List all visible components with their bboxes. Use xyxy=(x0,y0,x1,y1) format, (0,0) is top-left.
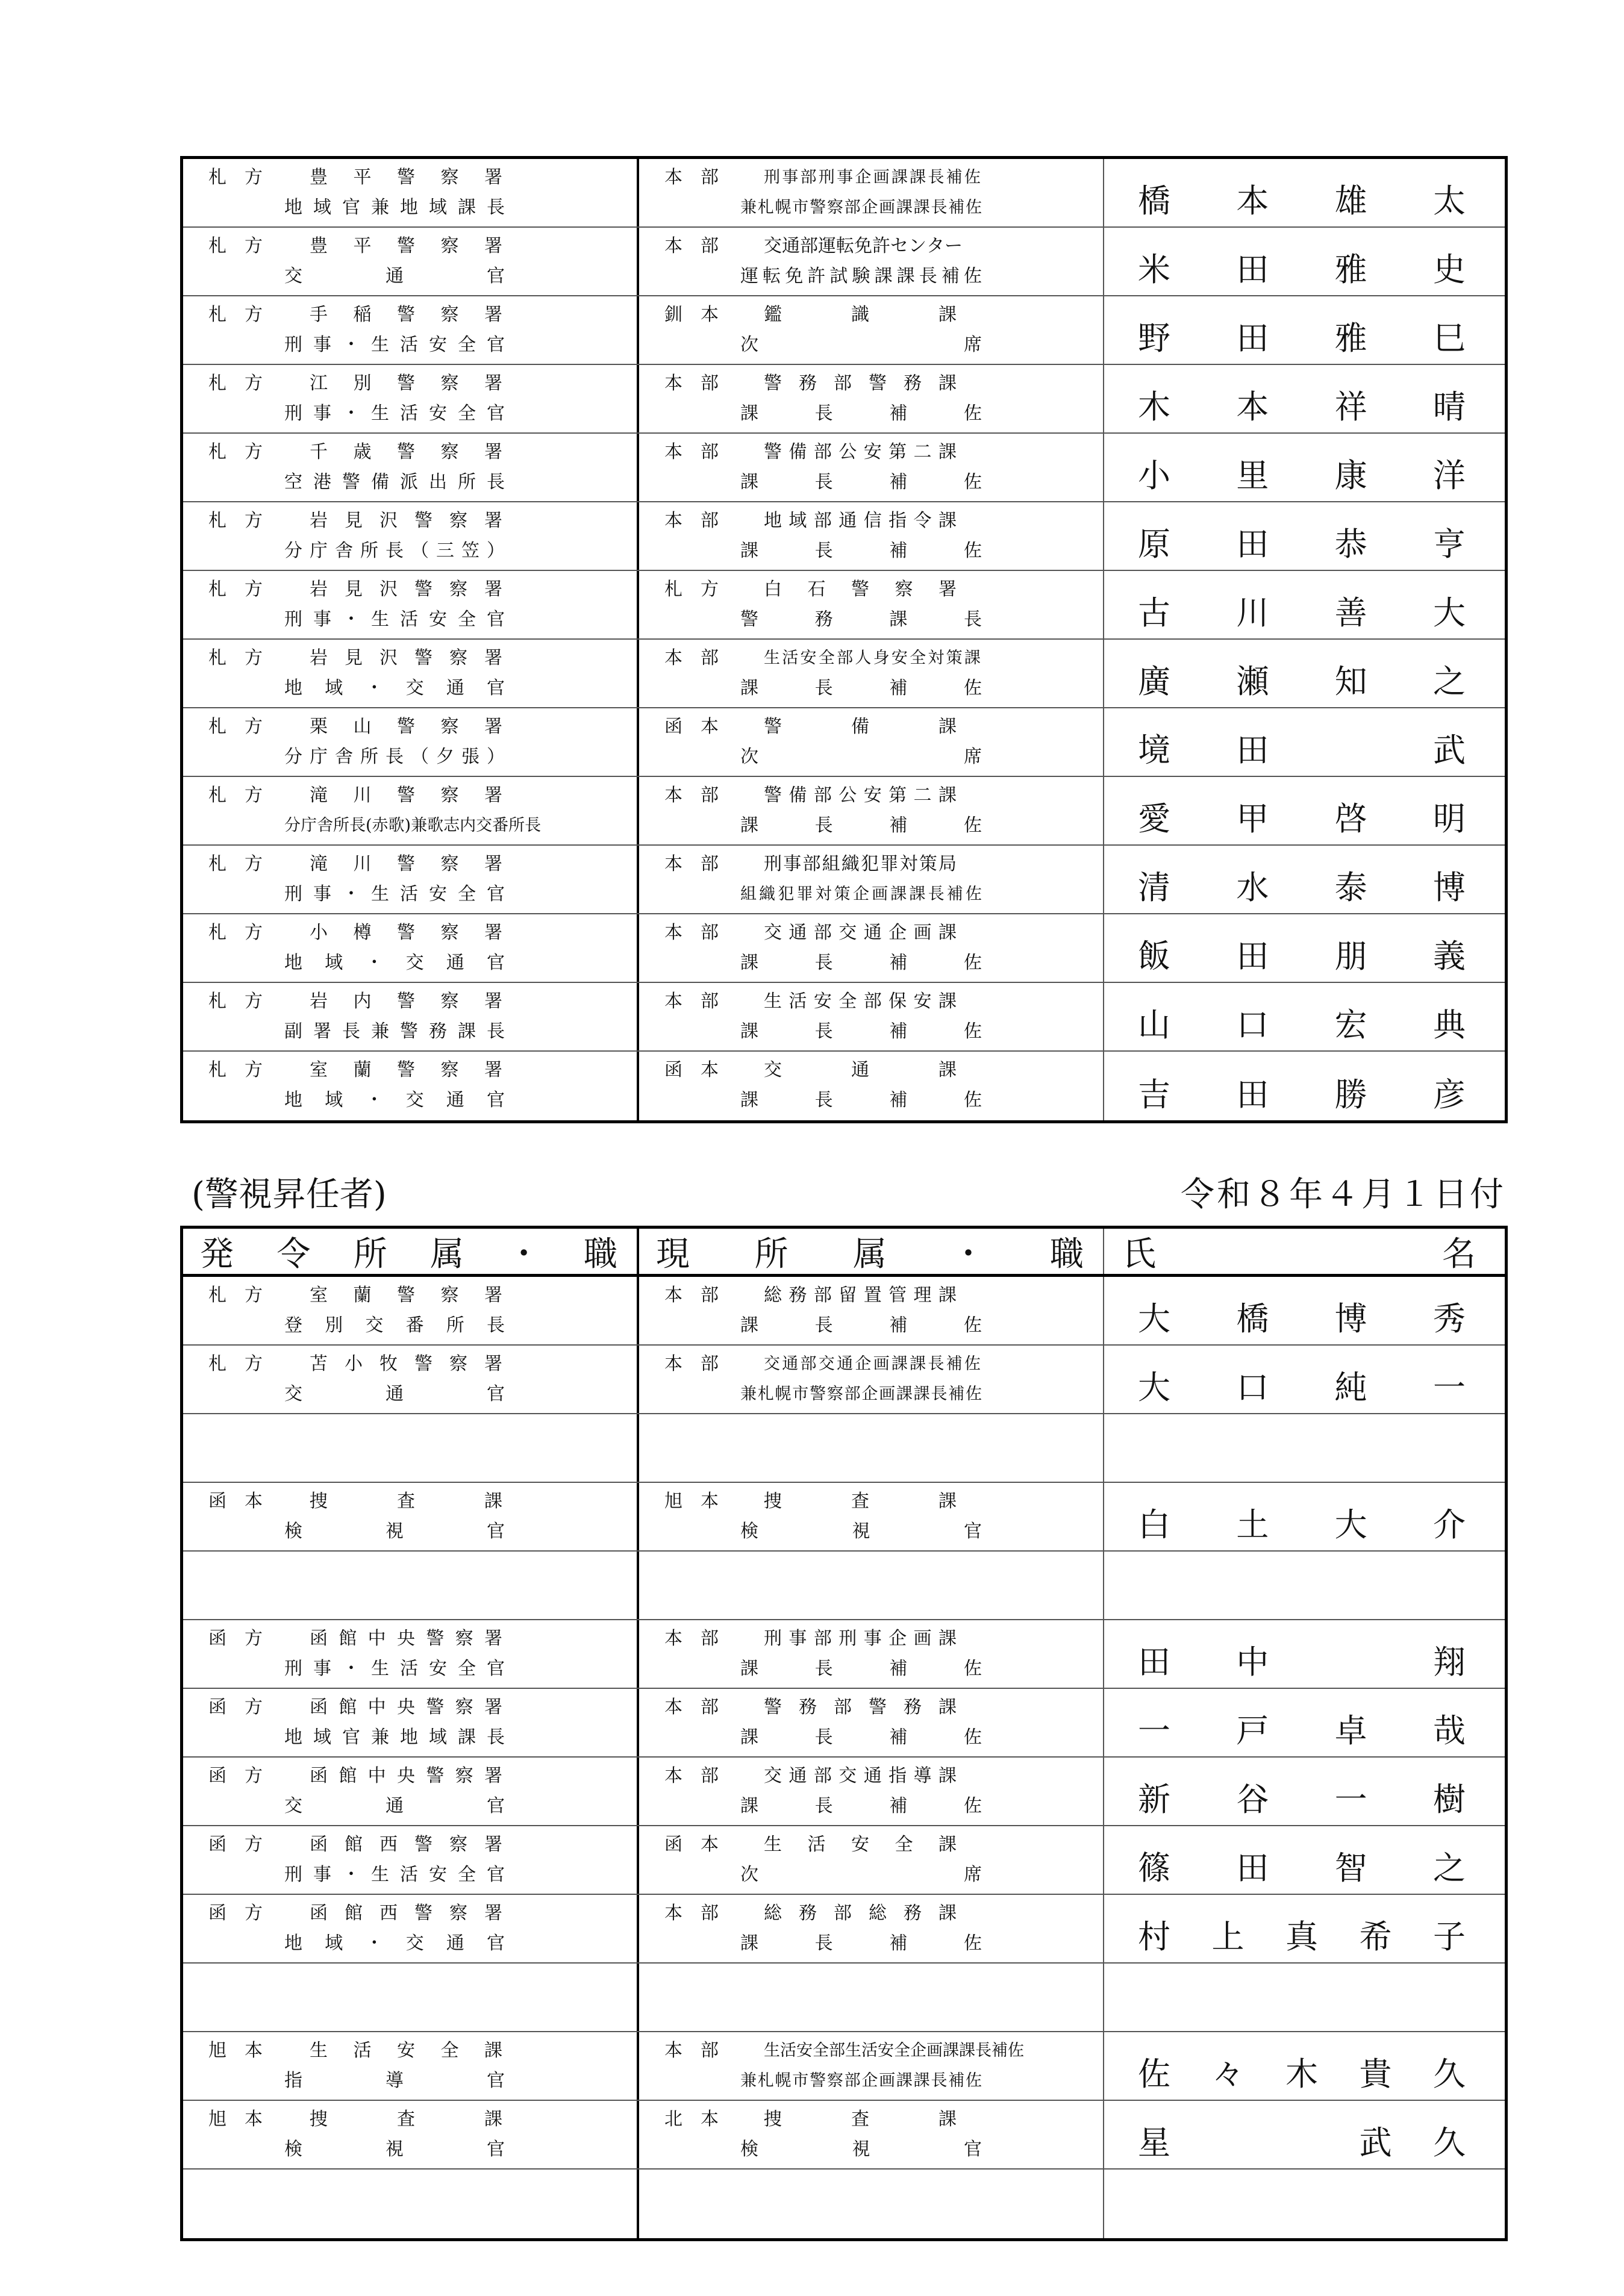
from-position: 地 域 ・ 交 通 官 xyxy=(284,952,505,973)
from-position: 空 港 警 備 派 出 所 長 xyxy=(284,472,505,493)
from-department: 室 蘭 警 察 署 xyxy=(310,1285,502,1306)
current-post-cell xyxy=(639,1964,1104,2031)
issued-post-cell xyxy=(183,1414,639,1482)
from-office-prefix: 札 方 xyxy=(208,853,263,875)
from-department: 小 樽 警 察 署 xyxy=(310,922,502,943)
current-post-cell xyxy=(639,1689,1104,1756)
person-name: 境 田 武 xyxy=(1138,731,1466,769)
current-post-cell xyxy=(639,1552,1104,1619)
to-position: 課 長 補 佐 xyxy=(740,1795,982,1817)
issued-post-cell xyxy=(183,1689,639,1756)
from-position: 地 域 ・ 交 通 官 xyxy=(284,1933,505,1954)
person-name: 野 田 雅 巳 xyxy=(1138,319,1466,357)
current-post-cell xyxy=(639,228,1104,295)
from-department: 江 別 警 察 署 xyxy=(310,373,502,394)
from-department: 函 館 中 央 警 察 署 xyxy=(310,1628,502,1649)
from-department: 函 館 中 央 警 察 署 xyxy=(310,1697,502,1718)
table-row xyxy=(183,502,1505,571)
from-office-prefix: 札 方 xyxy=(208,236,263,257)
to-office-prefix: 本 部 xyxy=(664,1765,719,1786)
name-cell xyxy=(1104,1964,1505,2031)
from-position: 登 別 交 番 所 長 xyxy=(284,1315,505,1336)
person-name: 古 川 善 大 xyxy=(1138,594,1466,632)
table-row xyxy=(183,1483,1505,1552)
to-department: 交 通 部 交 通 指 導 課 xyxy=(764,1765,957,1786)
table-row xyxy=(183,1620,1505,1689)
name-cell xyxy=(1104,914,1505,982)
to-position: 検 視 官 xyxy=(740,1521,982,1542)
to-position: 次 席 xyxy=(740,334,982,355)
from-position: 分 庁 舎 所 長 （ 三 笠 ） xyxy=(284,540,505,561)
current-post-cell xyxy=(639,1620,1104,1688)
to-position: 課 長 補 佐 xyxy=(740,952,982,973)
from-position: 副 署 長 兼 警 務 課 長 xyxy=(284,1021,505,1042)
from-office-prefix: 札 方 xyxy=(208,579,263,600)
issued-post-cell xyxy=(183,983,639,1050)
current-post-cell xyxy=(639,2101,1104,2168)
current-post-cell xyxy=(639,846,1104,913)
current-post-cell xyxy=(639,914,1104,982)
person-name: 白 土 大 介 xyxy=(1138,1506,1466,1544)
to-position: 兼 札 幌 市 警 察 部 企 画 課 課 長 補 佐 xyxy=(740,198,982,217)
issued-post-cell xyxy=(183,1277,639,1344)
table-row xyxy=(183,228,1505,296)
person-name: 木 本 祥 晴 xyxy=(1138,388,1466,426)
header-issued-post: 発 令 所 属 ・ 職 xyxy=(183,1229,639,1274)
to-position: 課 長 補 佐 xyxy=(740,540,982,561)
table-row xyxy=(183,159,1505,228)
issued-post-cell xyxy=(183,365,639,432)
to-office-prefix: 札 方 xyxy=(664,579,719,600)
to-department: 警 備 部 公 安 第 二 課 xyxy=(764,785,957,806)
to-department: 警 備 課 xyxy=(764,716,957,737)
person-name: 星 武 久 xyxy=(1138,2124,1466,2162)
from-office-prefix: 旭 本 xyxy=(208,2109,263,2130)
from-position: 指 導 官 xyxy=(284,2070,505,2091)
current-post-cell xyxy=(639,708,1104,776)
to-department: 総 務 部 留 置 管 理 課 xyxy=(764,1285,957,1306)
from-department: 滝 川 警 察 署 xyxy=(310,785,502,806)
issued-post-cell xyxy=(183,1052,639,1120)
header-current-post: 現 所 属 ・ 職 xyxy=(639,1229,1104,1274)
name-cell xyxy=(1104,1346,1505,1413)
name-cell xyxy=(1104,1552,1505,1619)
from-office-prefix: 札 方 xyxy=(208,1059,263,1081)
from-office-prefix: 函 方 xyxy=(208,1628,263,1649)
current-post-cell xyxy=(639,1414,1104,1482)
from-position: 分 庁 舎 所 長 （ 夕 張 ） xyxy=(284,746,505,767)
from-department: 岩 見 沢 警 察 署 xyxy=(310,579,502,600)
table-row xyxy=(183,846,1505,914)
to-office-prefix: 本 部 xyxy=(664,373,719,394)
to-position: 検 視 官 xyxy=(740,2139,982,2160)
to-department: 警 備 部 公 安 第 二 課 xyxy=(764,441,957,463)
from-department: 函 館 西 警 察 署 xyxy=(310,1903,502,1924)
table-row xyxy=(183,2032,1505,2101)
to-department: 白 石 警 察 署 xyxy=(764,579,957,600)
from-department: 生 活 安 全 課 xyxy=(310,2040,502,2061)
name-cell xyxy=(1104,502,1505,570)
issued-post-cell xyxy=(183,434,639,501)
from-office-prefix: 札 方 xyxy=(208,785,263,806)
to-department: 捜 査 課 xyxy=(764,1491,957,1512)
to-position: 課 長 補 佐 xyxy=(740,1021,982,1042)
table-row xyxy=(183,1826,1505,1895)
from-department: 手 稲 警 察 署 xyxy=(310,304,502,325)
table-header xyxy=(183,1229,1505,1277)
current-post-cell xyxy=(639,1277,1104,1344)
from-department: 千 歳 警 察 署 xyxy=(310,441,502,463)
to-office-prefix: 本 部 xyxy=(664,922,719,943)
issued-post-cell xyxy=(183,1552,639,1619)
table-row xyxy=(183,640,1505,708)
to-position: 課 長 補 佐 xyxy=(740,1727,982,1748)
from-office-prefix: 札 方 xyxy=(208,1353,263,1374)
from-department: 捜 査 課 xyxy=(310,2109,502,2130)
table-row xyxy=(183,1346,1505,1414)
name-cell xyxy=(1104,1895,1505,1962)
to-department: 刑 事 部 刑 事 企 画 課 課 長 補 佐 xyxy=(764,168,981,187)
person-name: 大 口 純 一 xyxy=(1138,1368,1466,1406)
current-post-cell xyxy=(639,1483,1104,1550)
to-office-prefix: 本 部 xyxy=(664,991,719,1012)
name-cell xyxy=(1104,228,1505,295)
current-post-cell xyxy=(639,1052,1104,1120)
name-cell xyxy=(1104,2101,1505,2168)
current-post-cell xyxy=(639,502,1104,570)
person-name: 田 中 翔 xyxy=(1138,1643,1466,1681)
to-department: 警 務 部 警 務 課 xyxy=(764,1697,957,1718)
person-name: 篠 田 智 之 xyxy=(1138,1849,1466,1887)
issued-post-cell xyxy=(183,1895,639,1962)
from-position: 地 域 官 兼 地 域 課 長 xyxy=(284,1727,505,1748)
header-name xyxy=(1104,1229,1505,1274)
from-office-prefix: 札 方 xyxy=(208,991,263,1012)
from-department: 函 館 中 央 警 察 署 xyxy=(310,1765,502,1786)
from-office-prefix: 函 方 xyxy=(208,1697,263,1718)
to-office-prefix: 本 部 xyxy=(664,2040,719,2061)
to-office-prefix: 本 部 xyxy=(664,510,719,531)
current-post-cell xyxy=(639,777,1104,844)
from-office-prefix: 函 方 xyxy=(208,1834,263,1855)
table-row xyxy=(183,1052,1505,1120)
name-cell xyxy=(1104,1052,1505,1120)
to-office-prefix: 函 本 xyxy=(664,716,719,737)
personnel-table-2 xyxy=(180,1226,1508,2241)
issued-post-cell xyxy=(183,571,639,638)
from-position: 地 域 ・ 交 通 官 xyxy=(284,1090,505,1111)
current-post-cell xyxy=(639,159,1104,226)
name-cell xyxy=(1104,1689,1505,1756)
to-position: 次 席 xyxy=(740,1864,982,1885)
current-post-cell xyxy=(639,983,1104,1050)
issued-post-cell xyxy=(183,777,639,844)
to-office-prefix: 函 本 xyxy=(664,1834,719,1855)
to-position: 兼 札 幌 市 警 察 部 企 画 課 課 長 補 佐 xyxy=(740,1385,982,1403)
to-office-prefix: 本 部 xyxy=(664,236,719,257)
table-row xyxy=(183,1895,1505,1964)
person-name: 山 口 宏 典 xyxy=(1138,1006,1466,1044)
issued-post-cell xyxy=(183,2032,639,2100)
issued-post-cell xyxy=(183,2170,639,2238)
name-cell xyxy=(1104,983,1505,1050)
from-position: 刑 事 ・ 生 活 安 全 官 xyxy=(284,884,505,905)
name-cell xyxy=(1104,1620,1505,1688)
person-name: 原 田 恭 亨 xyxy=(1138,525,1466,563)
from-position: 刑 事 ・ 生 活 安 全 官 xyxy=(284,403,505,424)
from-office-prefix: 札 方 xyxy=(208,441,263,463)
effective-date: 令和８年４月１日付 xyxy=(1181,1175,1506,1214)
to-office-prefix: 北 本 xyxy=(664,2109,719,2130)
from-department: 豊 平 警 察 署 xyxy=(310,167,502,188)
from-office-prefix: 札 方 xyxy=(208,922,263,943)
to-position: 課 長 補 佐 xyxy=(740,1090,982,1111)
to-department: 鑑 識 課 xyxy=(764,304,957,325)
header-name-given: 名 xyxy=(1442,1234,1476,1274)
to-position: 課 長 補 佐 xyxy=(740,472,982,493)
from-department: 苫 小 牧 警 察 署 xyxy=(310,1353,502,1374)
from-position: 交 通 官 xyxy=(284,1384,505,1405)
from-office-prefix: 札 方 xyxy=(208,647,263,669)
to-department: 生 活 安 全 課 xyxy=(764,1834,957,1855)
from-position: 分 庁 舎 所 長 ( 赤 歌 ) 兼 歌 志 内 交 番 所 長 xyxy=(284,816,542,835)
name-cell xyxy=(1104,434,1505,501)
from-position: 交 通 官 xyxy=(284,1795,505,1817)
to-department: 交 通 部 運 転 免 許 セ ン タ ー xyxy=(764,236,963,257)
name-cell xyxy=(1104,708,1505,776)
from-office-prefix: 札 方 xyxy=(208,716,263,737)
to-department: 交 通 部 交 通 企 画 課 課 長 補 佐 xyxy=(764,1355,981,1373)
from-office-prefix: 函 本 xyxy=(208,1491,263,1512)
current-post-cell xyxy=(639,571,1104,638)
to-office-prefix: 旭 本 xyxy=(664,1491,719,1512)
issued-post-cell xyxy=(183,1620,639,1688)
to-position: 組 織 犯 罪 対 策 企 画 課 課 長 補 佐 xyxy=(740,885,982,903)
current-post-cell xyxy=(639,640,1104,707)
issued-post-cell xyxy=(183,1483,639,1550)
name-cell xyxy=(1104,159,1505,226)
from-position: 刑 事 ・ 生 活 安 全 官 xyxy=(284,609,505,630)
from-department: 岩 見 沢 警 察 署 xyxy=(310,510,502,531)
from-position: 刑 事 ・ 生 活 安 全 官 xyxy=(284,334,505,355)
name-cell xyxy=(1104,1414,1505,1482)
name-cell xyxy=(1104,2032,1505,2100)
table-row xyxy=(183,1277,1505,1346)
person-name: 村 上 真 希 子 xyxy=(1138,1918,1466,1956)
from-position: 刑 事 ・ 生 活 安 全 官 xyxy=(284,1864,505,1885)
from-department: 函 館 西 警 察 署 xyxy=(310,1834,502,1855)
issued-post-cell xyxy=(183,640,639,707)
name-cell xyxy=(1104,846,1505,913)
table-row xyxy=(183,708,1505,777)
person-name: 一 戸 卓 哉 xyxy=(1138,1712,1466,1750)
name-cell xyxy=(1104,1758,1505,1825)
to-department: 交 通 課 xyxy=(764,1059,957,1081)
current-post-cell xyxy=(639,1895,1104,1962)
table-row xyxy=(183,777,1505,846)
to-department: 生 活 安 全 部 人 身 安 全 対 策 課 xyxy=(764,649,981,667)
issued-post-cell xyxy=(183,2101,639,2168)
to-position: 課 長 補 佐 xyxy=(740,1658,982,1679)
table-row xyxy=(183,571,1505,640)
to-office-prefix: 本 部 xyxy=(664,441,719,463)
from-position: 交 通 官 xyxy=(284,266,505,287)
section-title: (警視昇任者) xyxy=(192,1175,387,1214)
current-post-cell xyxy=(639,434,1104,501)
to-position: 警 務 課 長 xyxy=(740,609,982,630)
from-department: 室 蘭 警 察 署 xyxy=(310,1059,502,1081)
issued-post-cell xyxy=(183,1346,639,1413)
name-cell xyxy=(1104,777,1505,844)
name-cell xyxy=(1104,296,1505,364)
from-position: 刑 事 ・ 生 活 安 全 官 xyxy=(284,1658,505,1679)
to-office-prefix: 釧 本 xyxy=(664,304,719,325)
personnel-table-1 xyxy=(180,156,1508,1123)
name-cell xyxy=(1104,1826,1505,1894)
issued-post-cell xyxy=(183,1964,639,2031)
person-name: 清 水 泰 博 xyxy=(1138,869,1466,906)
table-row xyxy=(183,2101,1505,2170)
person-name: 廣 瀬 知 之 xyxy=(1138,663,1466,700)
from-department: 岩 見 沢 警 察 署 xyxy=(310,647,502,669)
table-row xyxy=(183,434,1505,502)
person-name: 佐 々 木 貴 久 xyxy=(1138,2055,1466,2093)
issued-post-cell xyxy=(183,914,639,982)
issued-post-cell xyxy=(183,708,639,776)
to-position: 運 転 免 許 試 験 課 課 長 補 佐 xyxy=(740,266,982,287)
table-row xyxy=(183,1758,1505,1826)
table-row xyxy=(183,296,1505,365)
from-office-prefix: 函 方 xyxy=(208,1903,263,1924)
name-cell xyxy=(1104,640,1505,707)
to-office-prefix: 本 部 xyxy=(664,1903,719,1924)
to-department: 刑 事 部 刑 事 企 画 課 xyxy=(764,1628,957,1649)
table-row xyxy=(183,1414,1505,1483)
name-cell xyxy=(1104,571,1505,638)
issued-post-cell xyxy=(183,502,639,570)
to-department: 地 域 部 通 信 指 令 課 xyxy=(764,510,957,531)
current-post-cell xyxy=(639,2032,1104,2100)
from-position: 検 視 官 xyxy=(284,1521,505,1542)
current-post-cell xyxy=(639,365,1104,432)
to-position: 課 長 補 佐 xyxy=(740,678,982,699)
person-name: 大 橋 博 秀 xyxy=(1138,1300,1466,1338)
from-department: 岩 内 警 察 署 xyxy=(310,991,502,1012)
to-position: 兼 札 幌 市 警 察 部 企 画 課 課 長 補 佐 xyxy=(740,2071,982,2090)
to-position: 課 長 補 佐 xyxy=(740,815,982,836)
person-name: 小 里 康 洋 xyxy=(1138,457,1466,494)
to-office-prefix: 函 本 xyxy=(664,1059,719,1081)
to-office-prefix: 本 部 xyxy=(664,1697,719,1718)
from-position: 検 視 官 xyxy=(284,2139,505,2160)
to-position: 次 席 xyxy=(740,746,982,767)
to-office-prefix: 本 部 xyxy=(664,1628,719,1649)
name-cell xyxy=(1104,365,1505,432)
issued-post-cell xyxy=(183,846,639,913)
name-cell xyxy=(1104,1483,1505,1550)
from-department: 捜 査 課 xyxy=(310,1491,502,1512)
from-position: 地 域 ・ 交 通 官 xyxy=(284,678,505,699)
to-office-prefix: 本 部 xyxy=(664,1285,719,1306)
current-post-cell xyxy=(639,1826,1104,1894)
issued-post-cell xyxy=(183,159,639,226)
person-name: 愛 甲 啓 明 xyxy=(1138,800,1466,838)
table-row xyxy=(183,365,1505,434)
to-position: 課 長 補 佐 xyxy=(740,403,982,424)
to-department: 捜 査 課 xyxy=(764,2109,957,2130)
name-cell xyxy=(1104,1277,1505,1344)
to-office-prefix: 本 部 xyxy=(664,647,719,669)
issued-post-cell xyxy=(183,228,639,295)
to-office-prefix: 本 部 xyxy=(664,853,719,875)
from-department: 栗 山 警 察 署 xyxy=(310,716,502,737)
to-department: 警 務 部 警 務 課 xyxy=(764,373,957,394)
to-department: 生 活 安 全 部 生 活 安 全 企 画 課 課 長 補 佐 xyxy=(764,2041,1024,2060)
table-row xyxy=(183,1552,1505,1620)
from-office-prefix: 札 方 xyxy=(208,167,263,188)
to-department: 刑 事 部 組 織 犯 罪 対 策 局 xyxy=(764,853,957,875)
current-post-cell xyxy=(639,1758,1104,1825)
from-office-prefix: 函 方 xyxy=(208,1765,263,1786)
current-post-cell xyxy=(639,1346,1104,1413)
person-name: 飯 田 朋 義 xyxy=(1138,937,1466,975)
from-department: 豊 平 警 察 署 xyxy=(310,236,502,257)
from-office-prefix: 札 方 xyxy=(208,373,263,394)
person-name: 新 谷 一 樹 xyxy=(1138,1780,1466,1818)
to-position: 課 長 補 佐 xyxy=(740,1933,982,1954)
name-cell xyxy=(1104,2170,1505,2238)
table-row xyxy=(183,2170,1505,2238)
table-row xyxy=(183,914,1505,983)
to-office-prefix: 本 部 xyxy=(664,785,719,806)
from-department: 滝 川 警 察 署 xyxy=(310,853,502,875)
table-row xyxy=(183,1964,1505,2032)
to-department: 生 活 安 全 部 保 安 課 xyxy=(764,991,957,1012)
from-office-prefix: 旭 本 xyxy=(208,2040,263,2061)
from-office-prefix: 札 方 xyxy=(208,510,263,531)
to-department: 交 通 部 交 通 企 画 課 xyxy=(764,922,957,943)
person-name: 橋 本 雄 太 xyxy=(1138,182,1466,220)
person-name: 吉 田 勝 彦 xyxy=(1138,1076,1466,1114)
to-position: 課 長 補 佐 xyxy=(740,1315,982,1336)
person-name: 米 田 雅 史 xyxy=(1138,251,1466,289)
issued-post-cell xyxy=(183,1826,639,1894)
table-row xyxy=(183,983,1505,1052)
issued-post-cell xyxy=(183,296,639,364)
from-position: 地 域 官 兼 地 域 課 長 xyxy=(284,197,505,218)
to-office-prefix: 本 部 xyxy=(664,167,719,188)
to-department: 総 務 部 総 務 課 xyxy=(764,1903,957,1924)
issued-post-cell xyxy=(183,1758,639,1825)
current-post-cell xyxy=(639,296,1104,364)
from-office-prefix: 札 方 xyxy=(208,1285,263,1306)
from-office-prefix: 札 方 xyxy=(208,304,263,325)
header-name-family: 氏 xyxy=(1122,1234,1156,1274)
current-post-cell xyxy=(639,2170,1104,2238)
table-row xyxy=(183,1689,1505,1758)
to-office-prefix: 本 部 xyxy=(664,1353,719,1374)
